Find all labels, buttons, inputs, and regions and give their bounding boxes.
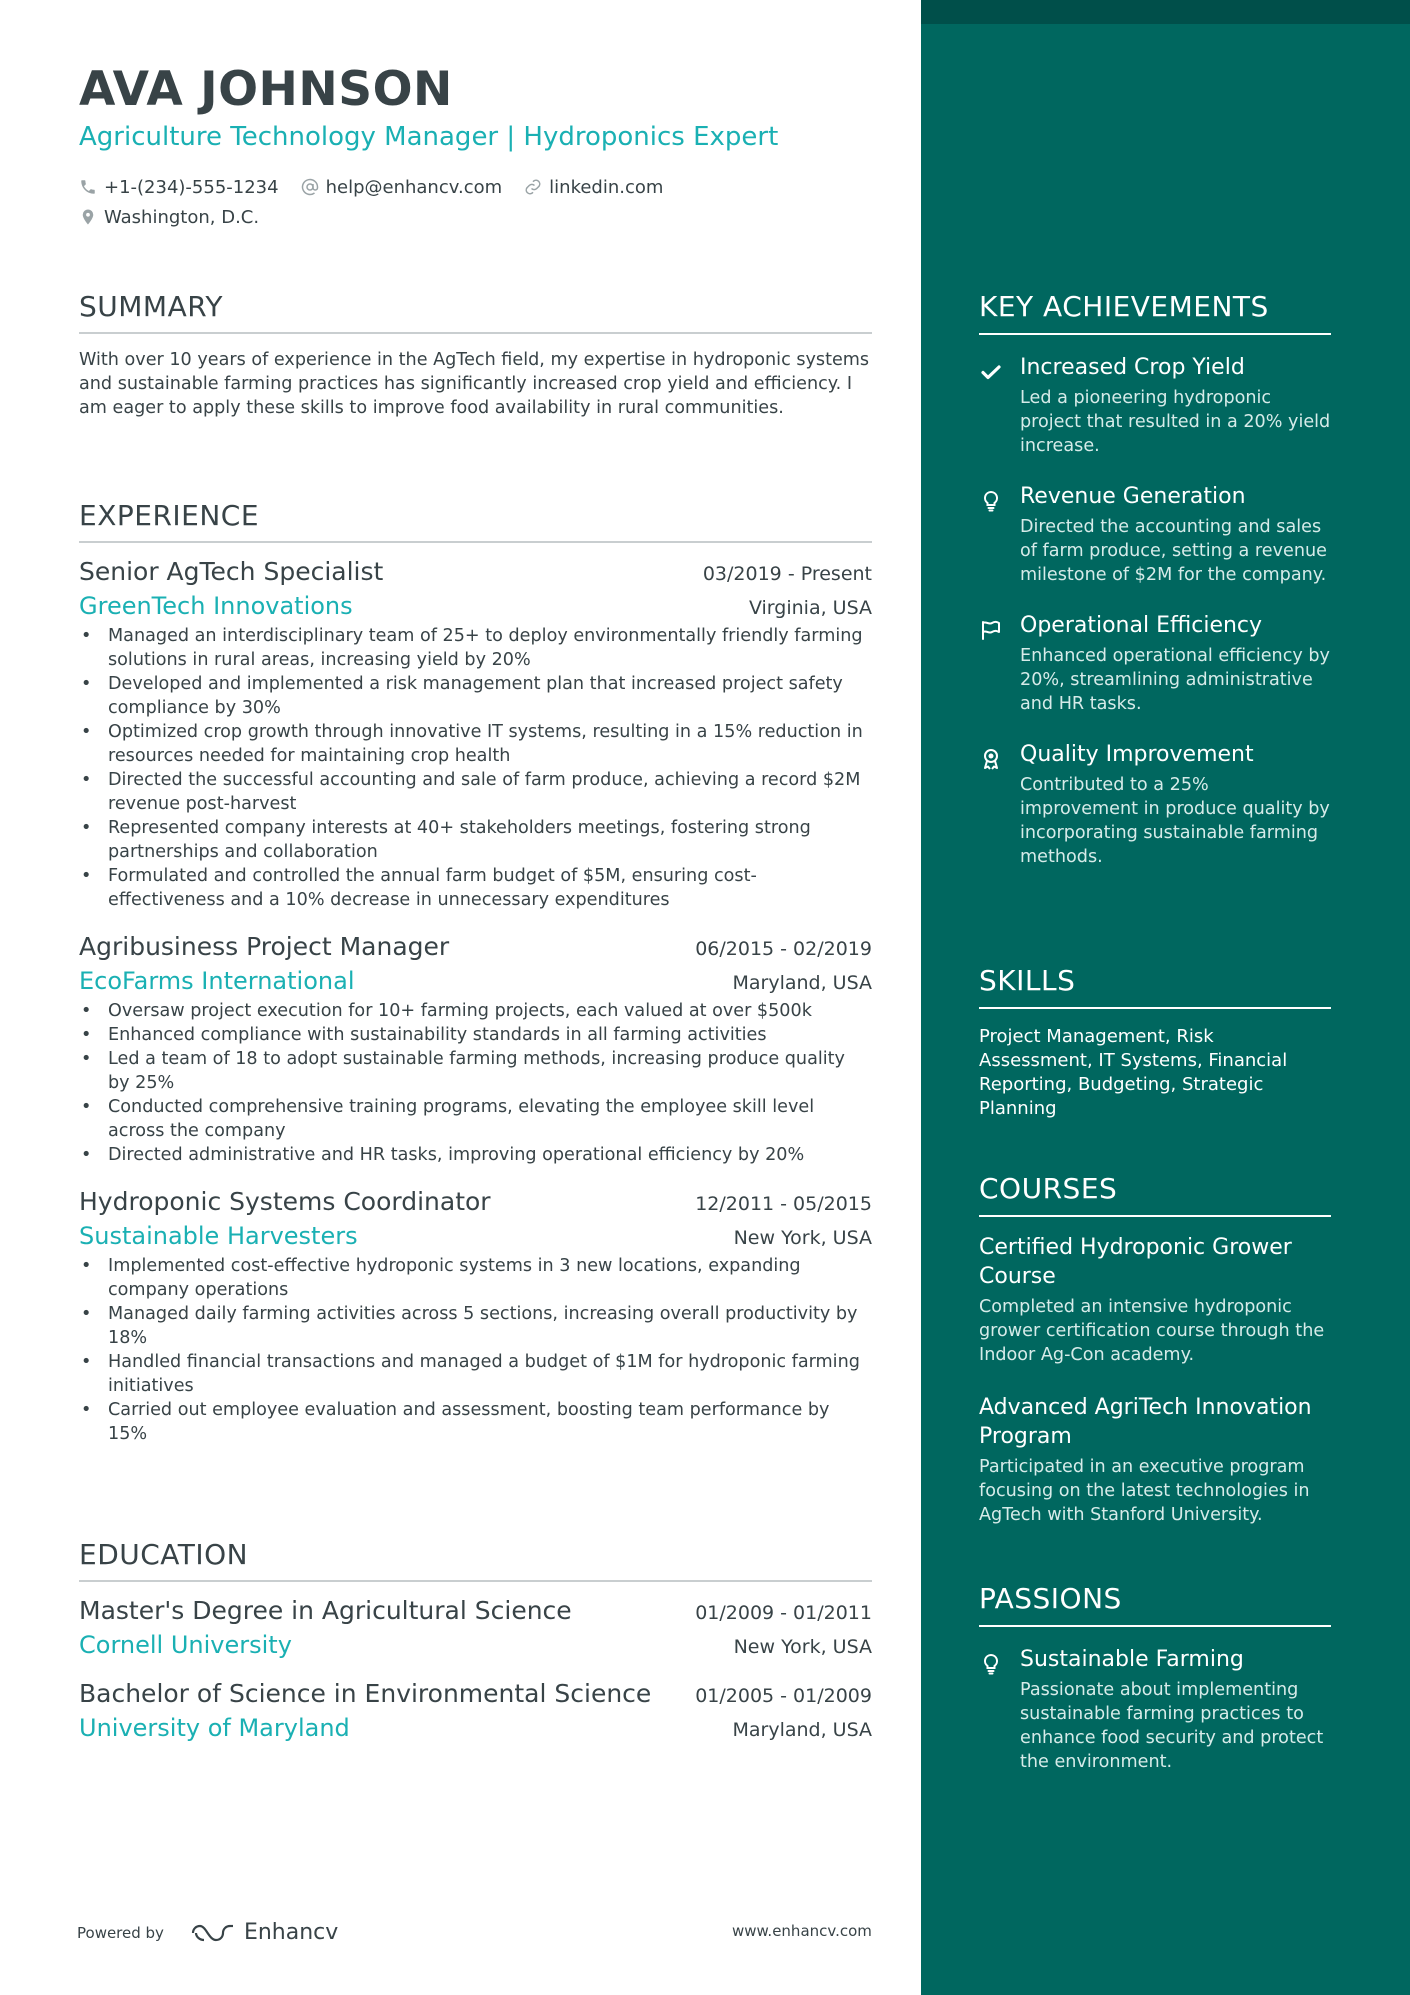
- job-entry: [79, 932, 872, 1167]
- location-pin-icon: [79, 208, 97, 226]
- education-entry: [79, 1679, 872, 1742]
- bullet-item: • Enhanced compliance with sustainability standards in all farming activities: [79, 1023, 872, 1047]
- school-name: Cornell University: [79, 1631, 292, 1659]
- passion-desc: Passionate about implementing sustainable farming practices to enhance food security and protect the environment.: [1020, 1680, 1324, 1772]
- education-location: Maryland, USA: [732, 1719, 872, 1741]
- achievement-item: [979, 613, 1331, 716]
- job-location: Virginia, USA: [748, 597, 872, 619]
- bullet-item: • Developed and implemented a risk management plan that increased project safety compliance by 30%: [79, 672, 872, 720]
- summary-title: SUMMARY: [79, 290, 872, 334]
- job-entry: [79, 557, 872, 912]
- achievement-desc: Enhanced operational efficiency by 20%, streamlining administrative and HR tasks.: [1020, 646, 1330, 714]
- school-name: University of Maryland: [79, 1714, 350, 1742]
- candidate-name: AVA JOHNSON: [79, 62, 453, 117]
- bullet-item: • Oversaw project execution for 10+ farming projects, each valued at over $500k: [79, 999, 872, 1023]
- flag-icon: [979, 618, 1003, 642]
- award-icon: [979, 747, 1003, 771]
- contact-linkedin[interactable]: [524, 177, 663, 198]
- achievement-desc: Contributed to a 25% improvement in produce quality by incorporating sustainable farming methods.: [1020, 775, 1330, 867]
- achievements-title: KEY ACHIEVEMENTS: [979, 290, 1331, 335]
- education-location: New York, USA: [733, 1636, 872, 1658]
- achievement-title: Operational Efficiency: [1020, 613, 1263, 638]
- location-text: Washington, D.C.: [104, 206, 260, 228]
- skills-title: SKILLS: [979, 964, 1331, 1009]
- skills-text: Project Management, Risk Assessment, IT Systems, Financial Reporting, Budgeting, Strategic Planning: [979, 1026, 1288, 1119]
- check-icon: [979, 360, 1003, 384]
- job-title: Agribusiness Project Manager: [79, 932, 450, 961]
- achievement-item: [979, 355, 1331, 458]
- skills-section: [979, 964, 1331, 1121]
- bullet-item: • Optimized crop growth through innovative IT systems, resulting in a 15% reduction in resources needed for maintaining crop health: [79, 720, 872, 768]
- job-title: Senior AgTech Specialist: [79, 557, 384, 586]
- contact-location: [79, 207, 259, 228]
- candidate-headline: Agriculture Technology Manager | Hydroponics Expert: [79, 122, 779, 152]
- enhancv-logo[interactable]: [190, 1920, 338, 1945]
- enhancv-wordmark: Enhancv: [243, 1920, 339, 1945]
- achievement-title: Quality Improvement: [1020, 742, 1254, 767]
- bullet-item: • Managed an interdisciplinary team of 25+ to deploy environmentally friendly farming solutions in rural areas, increasing yield by 20%: [79, 624, 872, 672]
- lightbulb-icon: [979, 1652, 1003, 1676]
- bullet-item: • Managed daily farming activities across 5 sections, increasing overall productivity by 18%: [79, 1302, 872, 1350]
- achievement-title: Increased Crop Yield: [1020, 355, 1245, 380]
- job-entry: [79, 1187, 872, 1446]
- education-entry: [79, 1596, 872, 1659]
- bullet-item: • Directed the successful accounting and sale of farm produce, achieving a record $2M revenue post-harvest: [79, 768, 872, 816]
- bullet-item: • Represented company interests at 40+ stakeholders meetings, fostering strong partnerships and collaboration: [79, 816, 872, 864]
- at-sign-icon: [301, 178, 319, 196]
- education-date: 01/2005 - 01/2009: [695, 1685, 872, 1707]
- company-name: GreenTech Innovations: [79, 592, 353, 620]
- job-location: Maryland, USA: [732, 972, 872, 994]
- education-date: 01/2009 - 01/2011: [695, 1602, 872, 1624]
- experience-title: EXPERIENCE: [79, 499, 872, 543]
- phone-icon: [79, 178, 97, 196]
- contact-phone[interactable]: [79, 177, 279, 198]
- job-date: 06/2015 - 02/2019: [695, 938, 872, 960]
- experience-section: [79, 499, 872, 1446]
- bullet-item: • Formulated and controlled the annual farm budget of $5M, ensuring cost-effectiveness and a 10% decrease in unnecessary expenditures: [79, 864, 872, 912]
- bullet-item: • Carried out employee evaluation and assessment, boosting team performance by 15%: [79, 1398, 872, 1446]
- sidebar-top-band: [921, 0, 1410, 24]
- course-title: Advanced AgriTech Innovation Program: [979, 1395, 1312, 1449]
- job-location: New York, USA: [733, 1227, 872, 1249]
- linkedin-text: linkedin.com: [549, 176, 664, 198]
- email-text: help@enhancv.com: [325, 176, 503, 198]
- job-bullets: [79, 1254, 872, 1446]
- footer-powered-by: [77, 1920, 338, 1945]
- courses-title: COURSES: [979, 1172, 1331, 1217]
- passion-title: Sustainable Farming: [1020, 1647, 1244, 1672]
- phone-text: +1-(234)-555-1234: [104, 176, 279, 198]
- bullet-item: • Implemented cost-effective hydroponic systems in 3 new locations, expanding company operations: [79, 1254, 872, 1302]
- lightbulb-icon: [979, 489, 1003, 513]
- summary-section: [79, 290, 872, 420]
- summary-text: With over 10 years of experience in the AgTech field, my expertise in hydroponic systems and sustainable farming practices has significantly increased crop yield and efficiency. I am eager to apply these skills to improve food availability in rural communities.: [79, 350, 870, 418]
- achievement-desc: Led a pioneering hydroponic project that resulted in a 20% yield increase.: [1020, 388, 1331, 456]
- course-item: [979, 1393, 1331, 1527]
- job-date: 12/2011 - 05/2015: [695, 1193, 872, 1215]
- powered-by-label: Powered by: [77, 1923, 164, 1942]
- course-item: [979, 1233, 1331, 1367]
- passions-section: [979, 1582, 1331, 1774]
- bullet-item: • Conducted comprehensive training programs, elevating the employee skill level across the company: [79, 1095, 872, 1143]
- passions-title: PASSIONS: [979, 1582, 1331, 1627]
- course-desc: Participated in an executive program focusing on the latest technologies in AgTech with Stanford University.: [979, 1457, 1310, 1525]
- achievement-item: [979, 742, 1331, 869]
- achievement-title: Revenue Generation: [1020, 484, 1246, 509]
- education-title: EDUCATION: [79, 1538, 872, 1582]
- bullet-item: • Led a team of 18 to adopt sustainable farming methods, increasing produce quality by 25%: [79, 1047, 872, 1095]
- contact-email[interactable]: [301, 177, 503, 198]
- achievement-item: [979, 484, 1331, 587]
- link-icon: [524, 178, 542, 196]
- achievement-desc: Directed the accounting and sales of farm produce, setting a revenue milestone of $2M for the company.: [1020, 517, 1327, 585]
- job-date: 03/2019 - Present: [702, 563, 872, 585]
- education-section: [79, 1538, 872, 1742]
- company-name: Sustainable Harvesters: [79, 1222, 358, 1250]
- course-desc: Completed an intensive hydroponic grower certification course through the Indoor Ag-Con academy.: [979, 1297, 1325, 1365]
- job-bullets: [79, 999, 872, 1167]
- bullet-item: • Handled financial transactions and managed a budget of $1M for hydroponic farming initiatives: [79, 1350, 872, 1398]
- bullet-item: • Directed administrative and HR tasks, improving operational efficiency by 20%: [79, 1143, 872, 1167]
- degree-title: Bachelor of Science in Environmental Science: [79, 1679, 652, 1708]
- contact-info: [79, 172, 685, 232]
- course-title: Certified Hydroponic Grower Course: [979, 1235, 1292, 1289]
- achievements-section: [979, 290, 1331, 869]
- job-bullets: [79, 624, 872, 912]
- passion-item: [979, 1647, 1331, 1774]
- footer-website[interactable]: www.enhancv.com: [732, 1922, 872, 1940]
- job-title: Hydroponic Systems Coordinator: [79, 1187, 491, 1216]
- company-name: EcoFarms International: [79, 967, 355, 995]
- enhancv-logo-icon: [190, 1921, 236, 1945]
- courses-section: [979, 1172, 1331, 1527]
- degree-title: Master's Degree in Agricultural Science: [79, 1596, 572, 1625]
